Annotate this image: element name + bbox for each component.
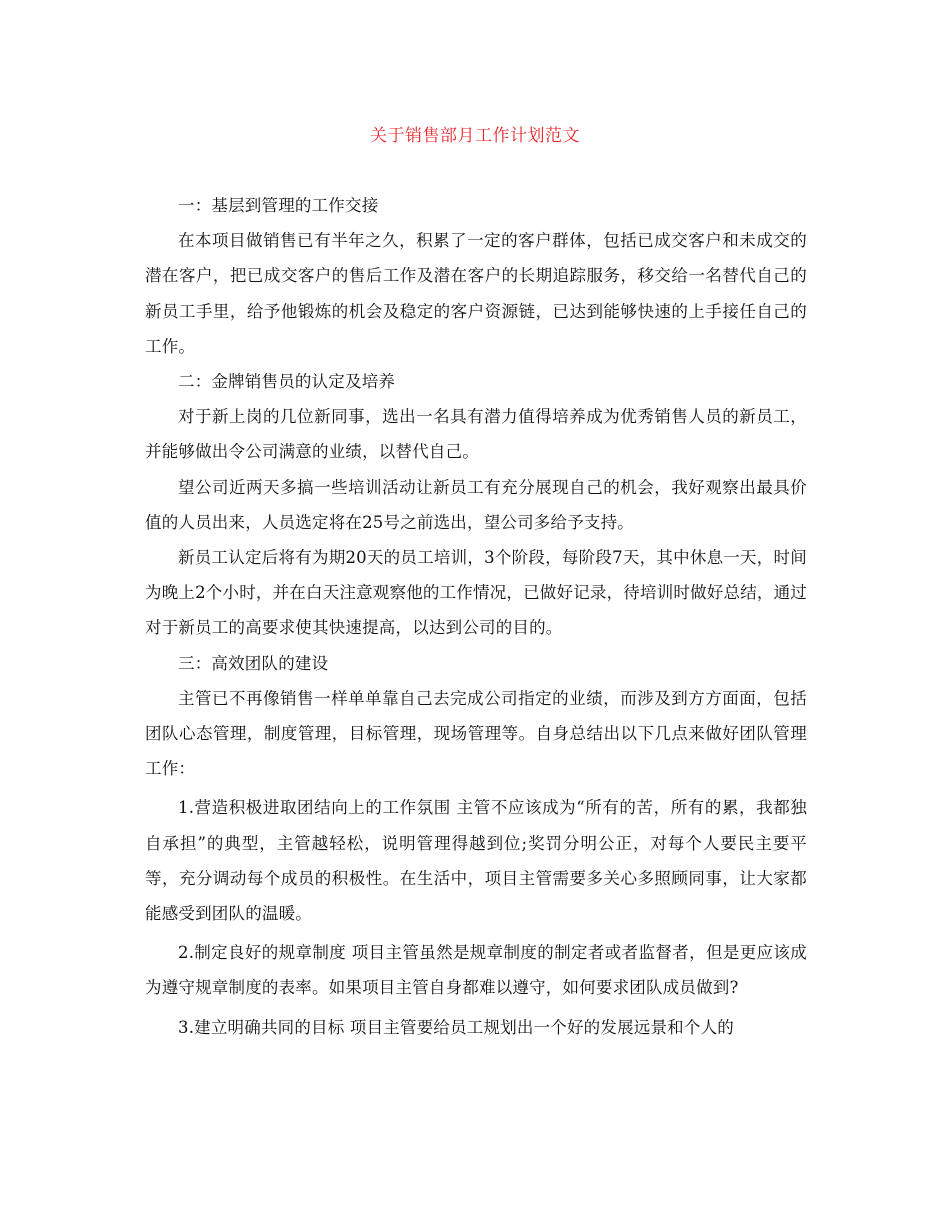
section-heading-2: 二：金牌销售员的认定及培养 <box>178 372 396 392</box>
document-title: 关于销售部月工作计划范文 <box>370 126 580 146</box>
paragraph-training-plan: 新员工认定后将有为期20天的员工培训，3个阶段，每阶段7天，其中休息一天，时间为晚上2个小时，并在白天注意观察他的工作情况，已做好记录，待培训时做好总结，通过对于新员工的高要求使其快速提高，以达到公司的目的。 <box>145 548 807 638</box>
section-heading-3: 三：高效团队的建设 <box>178 653 329 673</box>
paragraph-point-1: 1.营造积极进取团结向上的工作氛围 主管不应该成为“所有的苦，所有的累，我都独自承担”的典型，主管越轻松，说明管理得越到位;奖罚分明公正，对每个人要民主要平等，充分调动每个成员的积极性。在生活中，项目主管需要多关心多照顾同事，让大家都能感受到团队的温暖。 <box>145 798 807 924</box>
paragraph-training-request: 望公司近两天多搞一些培训活动让新员工有充分展现自己的机会，我好观察出最具价值的人员出来，人员选定将在25号之前选出，望公司多给予支持。 <box>145 477 807 532</box>
section-heading-1: 一：基层到管理的工作交接 <box>178 196 379 215</box>
paragraph-team-management: 主管已不再像销售一样单单靠自己去完成公司指定的业绩，而涉及到方方面面，包括团队心态管理，制度管理，目标管理，现场管理等。自身总结出以下几点来做好团队管理工作： <box>145 688 807 779</box>
paragraph-point-2: 2.制定良好的规章制度 项目主管虽然是规章制度的制定者或者监督者，但是更应该成为遵守规章制度的表率。如果项目主管自身都难以遵守，如何要求团队成员做到? <box>145 943 807 998</box>
document-body <box>145 188 807 1045</box>
paragraph-handover: 在本项目做销售已有半年之久，积累了一定的客户群体，包括已成交客户和未成交的潜在客户，把已成交客户的售后工作及潜在客户的长期追踪服务，移交给一名替代自己的新员工手里，给予他锻炼的机会及稳定的客户资源链，已达到能够快速的上手接任自己的工作。 <box>145 231 807 356</box>
paragraph-new-staff-selection: 对于新上岗的几位新同事，选出一名具有潜力值得培养成为优秀销售人员的新员工，并能够做出令公司满意的业绩，以替代自己。 <box>145 407 807 462</box>
paragraph-point-3: 3.建立明确共同的目标 项目主管要给员工规划出一个好的发展远景和个人的 <box>178 1017 734 1037</box>
